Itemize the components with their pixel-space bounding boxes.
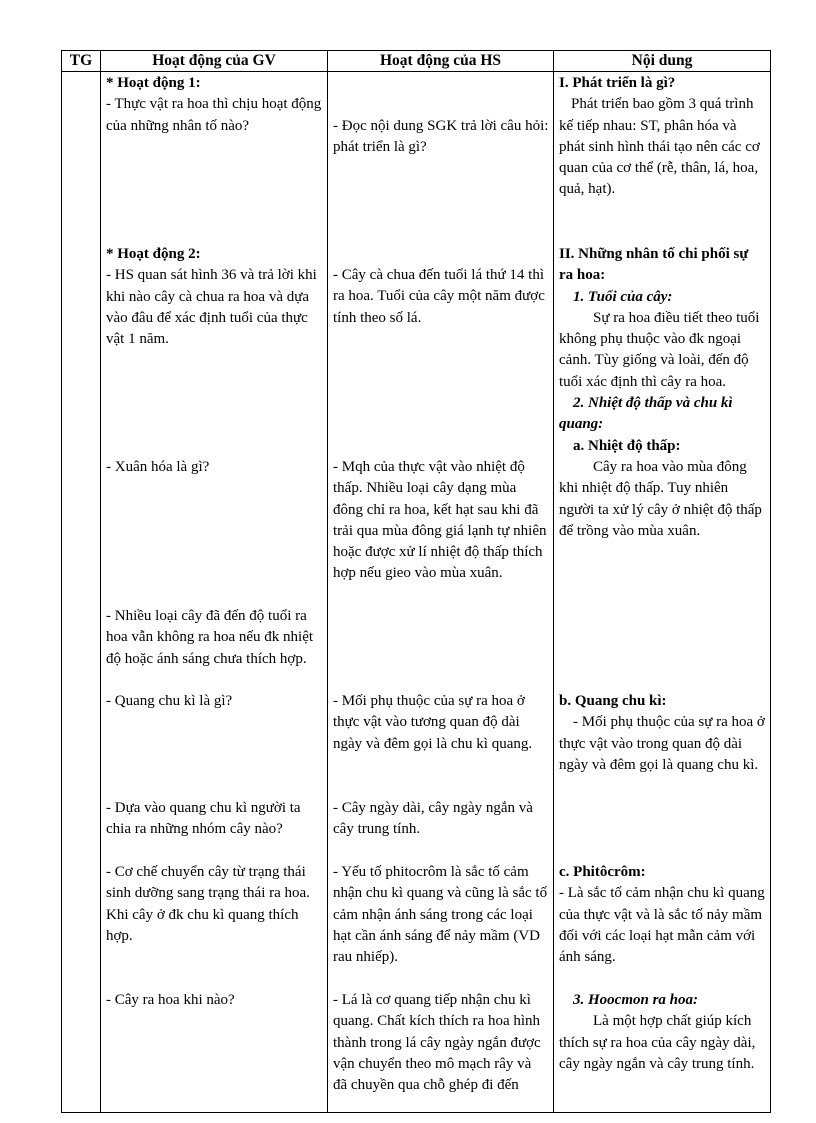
header-tg: TG xyxy=(62,51,101,72)
nd-text: - Là sắc tố cảm nhận chu kì quang của thực vật và là sắc tố nảy mầm đối với các loại hạt mẫn cảm với ánh sáng. xyxy=(559,885,765,966)
nd-text: Cây ra hoa vào mùa đông khi nhiệt độ thấp. Tuy nhiên người ta xử lý cây ở nhiệt độ thấp để trồng vào mùa xuân. xyxy=(559,458,762,539)
noi-dung-cell xyxy=(554,72,771,1113)
header-hs: Hoạt động của HS xyxy=(328,51,554,72)
tg-cell xyxy=(62,72,101,1113)
lesson-plan-table xyxy=(61,50,771,1113)
header-noi-dung: Nội dung xyxy=(554,51,771,72)
hs-block: - Cây cà chua đến tuổi lá thứ 14 thì ra hoa. Tuổi của cây một năm được tính theo số lá. xyxy=(333,267,545,326)
nd-text: Phát triển bao gồm 3 quá trình kế tiếp nhau: ST, phân hóa và phát sinh hình thái tạo nên các cơ quan của cơ thể (rễ, thân, lá, hoa, quả, hạt). xyxy=(559,96,760,198)
hs-cell xyxy=(328,72,554,1113)
gv-text: - Thực vật ra hoa thì chịu hoạt động của những nhân tố nào? xyxy=(106,96,322,134)
nd-subheading: c. Phitôcrôm: xyxy=(559,864,646,880)
nd-quang-chu-ki xyxy=(559,691,766,776)
hs-block: - Mqh của thực vật vào nhiệt độ thấp. Nhiều loại cây dạng mùa đông chỉ ra hoa, kết hạt sau khi đã trải qua mùa đông giá lạnh tự nhiên hoặc được xử lí nhiệt độ thấp thích hợp nếu gieo vào mùa xuân. xyxy=(333,459,547,582)
hs-block: - Lá là cơ quang tiếp nhận chu kì quang. Chất kích thích ra hoa hình thành trong lá cây ngày ngắn được vận chuyển theo mô mạch rây và đã chuyền qua chỗ ghép đi đến xyxy=(333,992,541,1094)
nd-phitocrom xyxy=(559,862,766,968)
gv-block: - Cây ra hoa khi nào? xyxy=(106,992,235,1008)
gv-block: - Cơ chế chuyển cây từ trạng thái sinh dưỡng sang trạng thái ra hoa. Khi cây ở đk chu kì quang thích hợp. xyxy=(106,864,310,944)
gv-block xyxy=(106,244,323,350)
gv-text: - HS quan sát hình 36 và trả lời khi khi nào cây cà chua ra hoa và dựa vào đâu để xác định tuổi của thực vật 1 năm. xyxy=(106,267,317,348)
nd-text: - Mối phụ thuộc của sự ra hoa ở thực vật vào trong quan độ dài ngày và đêm gọi là quang chu kì. xyxy=(559,714,765,773)
hs-block: - Yếu tố phitocrôm là sắc tố cảm nhận chu kì quang và cũng là sắc tố cảm nhận ánh sáng trong các loại hạt cần ánh sáng để nảy mầm (VD rau nhiếp). xyxy=(333,864,548,966)
gv-activity-title: * Hoạt động 2: xyxy=(106,246,201,262)
nd-heading: 1. Tuổi của cây: xyxy=(573,288,673,305)
hs-block: - Mối phụ thuộc của sự ra hoa ở thực vật vào tương quan độ dài ngày và đêm gọi là chu kì quang. xyxy=(333,693,533,752)
nd-section-title: II. Những nhân tố chi phối sự ra hoa: xyxy=(559,246,749,284)
content-row xyxy=(62,72,771,1113)
header-row xyxy=(62,51,771,72)
nd-subheading: b. Quang chu kì: xyxy=(559,693,667,709)
nd-subheading: a. Nhiệt độ thấp: xyxy=(573,437,681,454)
nd-heading: 3. Hoocmon ra hoa: xyxy=(573,992,699,1008)
gv-block: - Quang chu kì là gì? xyxy=(106,693,233,709)
gv-block: - Xuân hóa là gì? xyxy=(106,459,210,475)
gv-block: - Nhiều loại cây đã đến độ tuổi ra hoa vẫn không ra hoa nếu đk nhiệt độ hoặc ánh sáng chưa thích hợp. xyxy=(106,608,314,667)
hs-block: - Cây ngày dài, cây ngày ngắn và cây trung tính. xyxy=(333,800,533,838)
header-gv: Hoạt động của GV xyxy=(101,51,328,72)
gv-activity-title: * Hoạt động 1: xyxy=(106,75,201,91)
nd-section-2 xyxy=(559,244,766,542)
gv-block xyxy=(106,73,323,137)
nd-section-1 xyxy=(559,73,766,201)
nd-section-title: I. Phát triển là gì? xyxy=(559,75,676,91)
nd-text: Là một hợp chất giúp kích thích sự ra hoa của cây ngày dài, cây ngày ngắn và cây trung tính. xyxy=(559,1013,756,1072)
gv-cell xyxy=(101,72,328,1113)
nd-hoocmon xyxy=(559,990,766,1075)
nd-text: Sự ra hoa điều tiết theo tuổi không phụ thuộc vào đk ngoại cảnh. Tùy giống và loài, đến độ tuổi xác định thì cây ra hoa. xyxy=(559,309,760,390)
hs-block: - Đọc nội dung SGK trả lời câu hỏi: phát triển là gì? xyxy=(333,118,549,156)
gv-block: - Dựa vào quang chu kì người ta chia ra những nhóm cây nào? xyxy=(106,800,301,838)
nd-heading: 2. Nhiệt độ thấp và chu kì quang: xyxy=(559,395,733,433)
